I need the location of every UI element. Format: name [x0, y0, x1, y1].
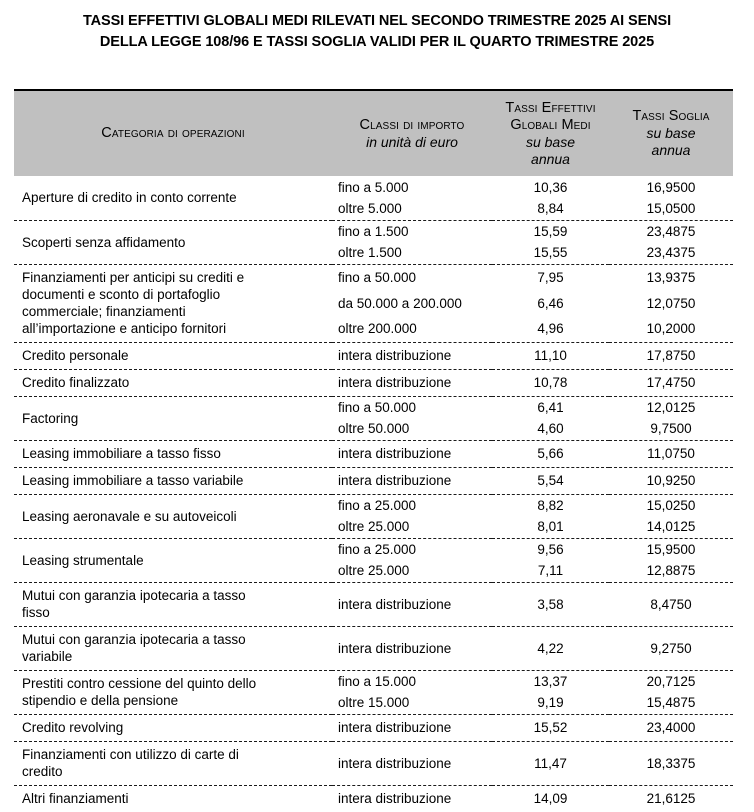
table-row [14, 264, 733, 290]
cell-tasso-soglia-value: 15,0500 [646, 201, 696, 217]
cell-tegm-value: 4,96 [537, 321, 564, 337]
cell-tasso-soglia-value: 14,0125 [646, 519, 696, 535]
column-header-classes-label: Classi di importo [359, 116, 465, 133]
column-header-category-label: Categoria di operazioni [101, 125, 245, 141]
cell-tasso-soglia-value: 12,8875 [646, 563, 696, 579]
category-line: Finanziamenti con utilizzo di carte di [22, 747, 239, 762]
cell-category [14, 670, 332, 714]
category-line: Leasing immobiliare a tasso fisso [22, 446, 221, 461]
cell-classe-importo: oltre 1.500 [338, 245, 402, 261]
cell-tegm-value: 7,95 [492, 264, 609, 290]
cell-tasso-soglia-value: 16,9500 [646, 179, 696, 195]
cell-classe-importo: intera distribuzione [332, 582, 492, 626]
cell-category [14, 176, 332, 220]
cell-classe-importo: intera distribuzione [332, 467, 492, 494]
column-header-tegm-sublabel-1: su base [525, 133, 576, 150]
category-line: Altri finanziamenti [22, 791, 129, 807]
cell-tasso-soglia-value: 12,0125 [609, 396, 733, 418]
column-header-soglia [609, 90, 733, 176]
category-line: Prestiti contro cessione del quinto dello [22, 676, 257, 691]
cell-classe-importo: intera distribuzione [332, 741, 492, 785]
cell-tasso-soglia-value: 17,8750 [609, 342, 733, 369]
cell-tegm-value: 8,01 [537, 519, 564, 535]
table-body [14, 176, 733, 812]
cell-tegm-value: 14,09 [492, 785, 609, 812]
table-row [14, 369, 733, 396]
category-line: credito [22, 764, 63, 779]
column-header-tegm-label-2: Globali Medi [510, 116, 591, 133]
category-line: all’importazione e anticipo fornitori [22, 321, 227, 336]
cell-category [14, 467, 332, 494]
category-line: Credito personale [22, 348, 129, 363]
category-line: Mutui con garanzia ipotecaria a tasso [22, 632, 246, 647]
cell-tegm-value: 8,82 [492, 494, 609, 516]
cell-tegm-value: 5,54 [492, 467, 609, 494]
page-title-line-1: TASSI EFFETTIVI GLOBALI MEDI RILEVATI NEL SECONDO TRIMESTRE 2025 AI SENSI [82, 13, 672, 29]
cell-classe-importo: oltre 50.000 [338, 421, 410, 437]
category-line: variabile [22, 649, 73, 664]
cell-classe-importo: oltre 200.000 [338, 321, 417, 337]
cell-category [14, 396, 332, 440]
page-title [27, 0, 727, 53]
category-line: Leasing immobiliare a tasso variabile [22, 473, 244, 488]
cell-tasso-soglia-value: 9,2750 [609, 626, 733, 670]
cell-classe-importo: intera distribuzione [332, 369, 492, 396]
cell-classe-importo: intera distribuzione [332, 714, 492, 741]
table-row [14, 396, 733, 418]
cell-classe-importo: intera distribuzione [332, 342, 492, 369]
cell-tasso-soglia-value: 10,2000 [646, 321, 696, 337]
cell-tasso-soglia-value: 15,4875 [646, 695, 696, 711]
cell-tasso-soglia-value: 17,4750 [609, 369, 733, 396]
cell-tasso-soglia-value: 11,0750 [609, 440, 733, 467]
table-row [14, 785, 733, 812]
cell-classe-importo: fino a 50.000 [332, 396, 492, 418]
cell-tasso-soglia-value: 18,3375 [609, 741, 733, 785]
cell-tasso-soglia-value: 23,4375 [646, 245, 696, 261]
cell-category [14, 440, 332, 467]
table-header-row [14, 90, 733, 176]
category-line: Finanziamenti per anticipi su crediti e [22, 270, 245, 285]
cell-classe-importo: intera distribuzione [332, 785, 492, 812]
cell-tegm-value: 9,19 [537, 695, 564, 711]
table-row [14, 494, 733, 516]
cell-tegm-value: 11,10 [492, 342, 609, 369]
category-line: Factoring [22, 410, 79, 426]
table-row [14, 626, 733, 670]
cell-tasso-soglia-value: 12,0750 [646, 295, 696, 311]
table-row [14, 342, 733, 369]
column-header-tegm [492, 90, 609, 176]
rates-table-container [14, 89, 733, 812]
cell-category [14, 494, 332, 538]
cell-tegm-value: 3,58 [492, 582, 609, 626]
table-row [14, 582, 733, 626]
table-row [14, 440, 733, 467]
column-header-classes [332, 90, 492, 176]
cell-classe-importo: oltre 15.000 [338, 695, 410, 711]
cell-tegm-value: 13,37 [492, 670, 609, 692]
column-header-classes-sublabel: in unità di euro [366, 133, 458, 150]
cell-category [14, 785, 332, 812]
cell-tasso-soglia-value: 20,7125 [609, 670, 733, 692]
category-line: Leasing aeronavale e su autoveicoli [22, 508, 237, 524]
cell-classe-importo: fino a 5.000 [338, 179, 409, 195]
cell-classe-importo: fino a 50.000 [332, 264, 492, 290]
category-line: Aperture di credito in conto corrente [22, 190, 237, 206]
column-header-tegm-label-1: Tassi Effettivi [505, 99, 596, 116]
cell-tegm-value: 15,59 [492, 220, 609, 242]
cell-tasso-soglia-value: 13,9375 [609, 264, 733, 290]
column-header-soglia-label: Tassi Soglia [632, 108, 710, 124]
category-line: Credito finalizzato [22, 375, 130, 390]
table-row [14, 538, 733, 560]
cell-category [14, 741, 332, 785]
cell-classe-importo: oltre 5.000 [338, 201, 402, 217]
table-row [14, 467, 733, 494]
cell-tegm-value: 15,55 [533, 245, 568, 261]
cell-tegm-value: 10,36 [533, 179, 568, 195]
category-line: Leasing strumentale [22, 552, 144, 568]
cell-tasso-soglia-value: 15,9500 [609, 538, 733, 560]
cell-tegm-value: 10,78 [492, 369, 609, 396]
cell-tegm-value: 4,22 [492, 626, 609, 670]
cell-tasso-soglia-value: 21,6125 [609, 785, 733, 812]
cell-category [14, 538, 332, 582]
cell-tegm-value: 11,47 [492, 741, 609, 785]
column-header-tegm-sublabel-2: annua [531, 150, 570, 167]
category-line: Scoperti senza affidamento [22, 234, 186, 250]
page-title-line-2: DELLA LEGGE 108/96 E TASSI SOGLIA VALIDI PER IL QUARTO TRIMESTRE 2025 [99, 34, 655, 50]
table-row [14, 176, 733, 198]
cell-tasso-soglia-value: 8,4750 [609, 582, 733, 626]
cell-classe-importo: fino a 25.000 [332, 494, 492, 516]
cell-category [14, 626, 332, 670]
column-header-soglia-sublabel-2: annua [651, 142, 691, 158]
cell-classe-importo: fino a 25.000 [332, 538, 492, 560]
cell-category [14, 220, 332, 264]
rates-table [14, 89, 733, 812]
cell-tegm-value: 4,60 [537, 421, 564, 437]
cell-classe-importo: da 50.000 a 200.000 [338, 295, 462, 311]
cell-classe-importo: oltre 25.000 [338, 519, 410, 535]
cell-tegm-value: 15,52 [492, 714, 609, 741]
cell-classe-importo: fino a 1.500 [332, 220, 492, 242]
cell-category [14, 264, 332, 342]
cell-tegm-value: 5,66 [492, 440, 609, 467]
cell-tasso-soglia-value: 9,7500 [650, 421, 692, 437]
cell-tasso-soglia-value: 10,9250 [609, 467, 733, 494]
cell-category [14, 582, 332, 626]
category-line: Credito revolving [22, 720, 124, 735]
column-header-category [14, 90, 332, 176]
cell-tegm-value: 6,41 [492, 396, 609, 418]
cell-tegm-value: 7,11 [537, 563, 564, 579]
column-header-soglia-sublabel-1: su base [646, 125, 696, 141]
table-header [14, 90, 733, 176]
cell-classe-importo: intera distribuzione [332, 440, 492, 467]
cell-classe-importo: fino a 15.000 [332, 670, 492, 692]
cell-classe-importo: intera distribuzione [332, 626, 492, 670]
category-line: commerciale; finanziamenti [22, 304, 186, 319]
table-row [14, 741, 733, 785]
category-line: Mutui con garanzia ipotecaria a tasso [22, 588, 246, 603]
table-row [14, 670, 733, 692]
cell-tegm-value: 8,84 [537, 201, 564, 217]
category-line: documenti e sconto di portafoglio [22, 287, 221, 302]
cell-tasso-soglia-value: 15,0250 [609, 494, 733, 516]
cell-category [14, 342, 332, 369]
cell-tegm-value: 9,56 [492, 538, 609, 560]
cell-classe-importo: oltre 25.000 [338, 563, 410, 579]
cell-tasso-soglia-value: 23,4875 [609, 220, 733, 242]
table-row [14, 220, 733, 242]
cell-tegm-value: 6,46 [537, 295, 564, 311]
cell-category [14, 369, 332, 396]
category-line: fisso [22, 605, 50, 620]
cell-tasso-soglia-value: 23,4000 [609, 714, 733, 741]
category-line: stipendio e della pensione [22, 693, 179, 708]
